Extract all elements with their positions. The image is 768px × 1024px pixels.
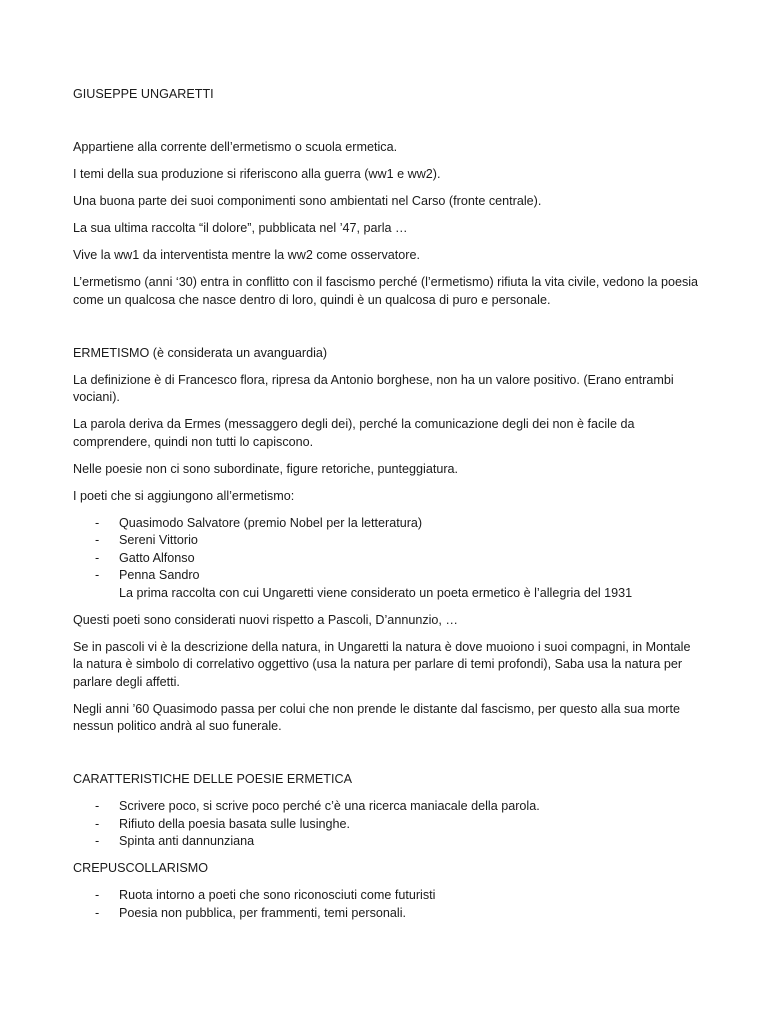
section-heading-crepuscolarismo: CREPUSCOLLARISMO [73, 861, 209, 875]
ermetismo-paragraph: Nelle poesie non ci sono subordinate, figure retoriche, punteggiatura. [73, 461, 459, 476]
intro-paragraph: Una buona parte dei suoi componimenti sono ambientati nel Carso (fronte centrale). [73, 194, 542, 208]
ermetismo-paragraph: La definizione è di Francesco flora, ripresa da Antonio borghese, non ha un valore positivo. (Erano entrambi vociani). [73, 372, 674, 404]
list-item [73, 816, 703, 834]
ermetismo-paragraph: Questi poeti sono considerati nuovi rispetto a Pascoli, D’annunzio, … [73, 612, 459, 627]
ermetismo-paragraph: Se in pascoli vi è la descrizione della natura, in Ungaretti la natura è dove muoiono i suoi compagni, in Montale la natura è simbolo di correlativo oggettivo (usa la natura per parlare di temi profondi), Saba usa la natura per parlare degli affetti. [73, 639, 691, 689]
list-item [73, 798, 703, 816]
caratteristiche-list [73, 798, 703, 851]
list-item-text: Rifiuto della poesia basata sulle lusinghe. [119, 816, 351, 831]
list-item-text: Sereni Vittorio [119, 533, 198, 547]
dash-marker: - [95, 905, 100, 920]
spacer [73, 745, 703, 771]
section-heading-ermetismo: ERMETISMO (è considerata un avanguardia) [73, 345, 328, 360]
intro-paragraph: Appartiene alla corrente dell’ermetismo o scuola ermetica. [73, 140, 398, 154]
dash-marker: - [95, 888, 100, 902]
ermetismo-paragraph: I poeti che si aggiungono all’ermetismo: [73, 488, 295, 503]
dash-marker: - [95, 816, 100, 831]
dash-marker: - [95, 515, 100, 530]
list-item-text: Gatto Alfonso [119, 550, 195, 565]
list-item-text: Ruota intorno a poeti che sono riconosciuti come futuristi [119, 888, 436, 902]
intro-paragraph: L’ermetismo (anni ‘30) entra in conflitto con il fascismo perché (l’ermetismo) rifiuta la vita civile, vedono la poesia come un qualcosa che nasce dentro di loro, quindi è un qualcosa di puro e personale. [73, 275, 699, 307]
poets-list [73, 515, 703, 603]
dash-marker: - [95, 550, 100, 565]
list-item [73, 567, 703, 585]
list-item [73, 550, 703, 568]
intro-paragraph: Vive la ww1 da interventista mentre la ww2 come osservatore. [73, 248, 420, 262]
document-title: GIUSEPPE UNGARETTI [73, 87, 214, 101]
list-item [73, 887, 703, 905]
list-item-text: Scrivere poco, si scrive poco perché c’è una ricerca maniacale della parola. [119, 799, 540, 813]
crepuscolarismo-list [73, 887, 703, 922]
ermetismo-paragraph: La parola deriva da Ermes (messaggero degli dei), perché la comunicazione degli dei non è facile da comprendere, quindi non tutti lo capiscono. [73, 417, 635, 449]
section-heading-caratteristiche: CARATTERISTICHE DELLE POESIE ERMETICA [73, 772, 352, 786]
list-item [73, 532, 703, 550]
spacer [73, 113, 703, 139]
list-item-text: Poesia non pubblica, per frammenti, temi personali. [119, 905, 407, 920]
spacer [73, 319, 703, 345]
list-item [73, 833, 703, 851]
list-item-text: Spinta anti dannunziana [119, 834, 255, 848]
list-continuation: La prima raccolta con cui Ungaretti viene considerato un poeta ermetico è l’allegria del 1931 [119, 585, 633, 600]
list-item [73, 515, 703, 533]
dash-marker: - [95, 533, 100, 547]
list-item [73, 905, 703, 923]
dash-marker: - [95, 799, 100, 813]
list-item-text: Quasimodo Salvatore (premio Nobel per la letteratura) [119, 515, 423, 530]
intro-paragraph: I temi della sua produzione si riferiscono alla guerra (ww1 e ww2). [73, 167, 441, 181]
list-item-text: Penna Sandro [119, 568, 200, 582]
dash-marker: - [95, 568, 100, 582]
document-body [73, 86, 703, 932]
dash-marker: - [95, 834, 100, 848]
intro-paragraph: La sua ultima raccolta “il dolore”, pubblicata nel ’47, parla … [73, 221, 408, 235]
ermetismo-paragraph: Negli anni ’60 Quasimodo passa per colui che non prende le distante dal fascismo, per questo alla sua morte nessun politico andrà al suo funerale. [73, 701, 680, 733]
